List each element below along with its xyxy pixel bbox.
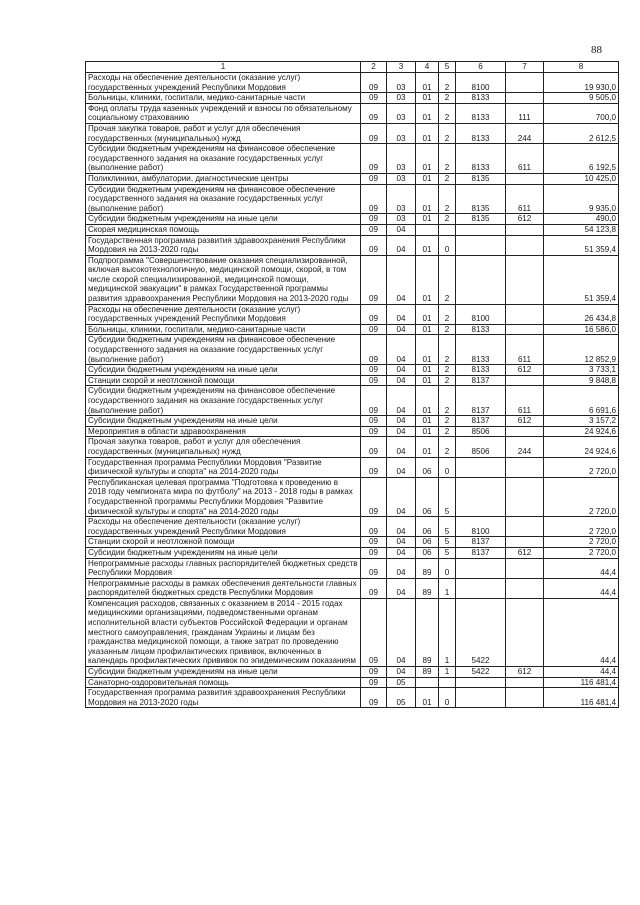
table-row xyxy=(86,578,619,598)
expense-name-cell: Субсидии бюджетным учреждениям на финансовое обеспечение государственного задания на оказание государственных услуг (выполнение работ) xyxy=(86,335,361,365)
expense-name-cell: Непрограммные расходы в рамках обеспечения деятельности главных распорядителей бюджетных средств Республики Мордовия xyxy=(86,578,361,598)
amount-cell: 6 691,6 xyxy=(544,386,619,416)
amount-cell: 116 481,4 xyxy=(544,688,619,708)
table-row xyxy=(86,335,619,365)
department-code-cell: 09 xyxy=(361,688,387,708)
expense-type-cell xyxy=(506,255,544,304)
table-row xyxy=(86,214,619,225)
target-article-cell: 8506 xyxy=(456,437,506,457)
table-row xyxy=(86,103,619,123)
expense-name-cell: Подпрограмма "Совершенствование оказания специализированной, включая высокотехнологичную, медицинской помощи, скорой, в том числе скорой специализированной, медицинской помощи, медицинской эвакуации" в рамках Государственной программы развития здравоохранения Республики Мордовия на 2013-2020 годы xyxy=(86,255,361,304)
section-code-cell: 04 xyxy=(387,547,416,558)
expense-type-cell: 612 xyxy=(506,214,544,225)
table-row xyxy=(86,457,619,477)
subprogram-code-cell: 0 xyxy=(439,235,456,255)
section-code-cell: 03 xyxy=(387,103,416,123)
table-row xyxy=(86,123,619,143)
section-code-cell: 03 xyxy=(387,184,416,214)
amount-cell: 44,4 xyxy=(544,667,619,678)
target-article-cell: 8100 xyxy=(456,73,506,93)
subprogram-code-cell: 2 xyxy=(439,93,456,104)
subprogram-code-cell: 1 xyxy=(439,667,456,678)
expense-name-cell: Расходы на обеспечение деятельности (оказание услуг) государственных учреждений Республики Мордовия xyxy=(86,73,361,93)
expense-name-cell: Станции скорой и неотложной помощи xyxy=(86,537,361,548)
subprogram-code-cell: 2 xyxy=(439,173,456,184)
department-code-cell: 09 xyxy=(361,437,387,457)
subprogram-code-cell: 5 xyxy=(439,477,456,516)
target-article-cell: 8135 xyxy=(456,173,506,184)
program-code-cell: 01 xyxy=(416,144,439,174)
subprogram-code-cell: 2 xyxy=(439,304,456,324)
expense-type-cell: 611 xyxy=(506,184,544,214)
expense-type-cell xyxy=(506,73,544,93)
subprogram-code-cell: 1 xyxy=(439,598,456,666)
section-code-cell: 04 xyxy=(387,235,416,255)
subprogram-code-cell: 2 xyxy=(439,144,456,174)
expense-type-cell: 244 xyxy=(506,437,544,457)
expense-type-cell xyxy=(506,598,544,666)
section-code-cell: 03 xyxy=(387,123,416,143)
expense-type-cell xyxy=(506,578,544,598)
expense-type-cell xyxy=(506,426,544,437)
target-article-cell xyxy=(456,558,506,578)
amount-cell: 44,4 xyxy=(544,598,619,666)
subprogram-code-cell: 2 xyxy=(439,416,456,427)
table-row xyxy=(86,537,619,548)
expense-type-cell: 612 xyxy=(506,667,544,678)
target-article-cell: 8135 xyxy=(456,184,506,214)
table-row xyxy=(86,235,619,255)
subprogram-code-cell: 2 xyxy=(439,335,456,365)
target-article-cell: 8133 xyxy=(456,103,506,123)
expense-type-cell xyxy=(506,324,544,335)
subprogram-code-cell: 2 xyxy=(439,324,456,335)
program-code-cell: 01 xyxy=(416,416,439,427)
amount-cell: 51 359,4 xyxy=(544,235,619,255)
amount-cell: 3 157,2 xyxy=(544,416,619,427)
subprogram-code-cell: 0 xyxy=(439,457,456,477)
target-article-cell xyxy=(456,457,506,477)
header-cell: 7 xyxy=(506,62,544,73)
expense-name-cell: Станции скорой и неотложной помощи xyxy=(86,375,361,386)
expense-type-cell xyxy=(506,93,544,104)
expense-name-cell: Фонд оплаты труда казенных учреждений и взносы по обязательному социальному страхованию xyxy=(86,103,361,123)
table-row xyxy=(86,365,619,376)
expense-name-cell: Субсидии бюджетным учреждениям на иные цели xyxy=(86,214,361,225)
program-code-cell: 01 xyxy=(416,214,439,225)
department-code-cell: 09 xyxy=(361,386,387,416)
section-code-cell: 03 xyxy=(387,173,416,184)
table-row xyxy=(86,324,619,335)
program-code-cell: 01 xyxy=(416,255,439,304)
department-code-cell: 09 xyxy=(361,255,387,304)
amount-cell: 2 720,0 xyxy=(544,477,619,516)
table-row xyxy=(86,386,619,416)
target-article-cell: 8137 xyxy=(456,416,506,427)
table-row xyxy=(86,304,619,324)
amount-cell: 9 505,0 xyxy=(544,93,619,104)
expense-name-cell: Субсидии бюджетным учреждениям на иные цели xyxy=(86,667,361,678)
table-row xyxy=(86,667,619,678)
section-code-cell: 05 xyxy=(387,677,416,688)
amount-cell: 490,0 xyxy=(544,214,619,225)
table-row xyxy=(86,375,619,386)
department-code-cell: 09 xyxy=(361,224,387,235)
section-code-cell: 04 xyxy=(387,304,416,324)
target-article-cell xyxy=(456,677,506,688)
section-code-cell: 04 xyxy=(387,437,416,457)
table-row xyxy=(86,477,619,516)
section-code-cell: 04 xyxy=(387,457,416,477)
table-row xyxy=(86,547,619,558)
expense-type-cell xyxy=(506,375,544,386)
department-code-cell: 09 xyxy=(361,235,387,255)
expense-type-cell: 611 xyxy=(506,144,544,174)
subprogram-code-cell: 2 xyxy=(439,123,456,143)
expense-type-cell xyxy=(506,304,544,324)
department-code-cell: 09 xyxy=(361,184,387,214)
subprogram-code-cell: 2 xyxy=(439,375,456,386)
expense-name-cell: Мероприятия в области здравоохранения xyxy=(86,426,361,437)
table-row xyxy=(86,224,619,235)
expense-type-cell xyxy=(506,558,544,578)
program-code-cell: 06 xyxy=(416,517,439,537)
amount-cell: 24 924,6 xyxy=(544,426,619,437)
expense-name-cell: Прочая закупка товаров, работ и услуг для обеспечения государственных (муниципальных) нужд xyxy=(86,123,361,143)
section-code-cell: 05 xyxy=(387,688,416,708)
program-code-cell: 89 xyxy=(416,578,439,598)
section-code-cell: 03 xyxy=(387,93,416,104)
expense-name-cell: Государственная программа Республики Мордовия "Развитие физической культуры и спорта" на 2014-2020 годы xyxy=(86,457,361,477)
target-article-cell: 5422 xyxy=(456,598,506,666)
subprogram-code-cell: 0 xyxy=(439,558,456,578)
table-row xyxy=(86,93,619,104)
table-row xyxy=(86,184,619,214)
department-code-cell: 09 xyxy=(361,103,387,123)
amount-cell: 12 852,9 xyxy=(544,335,619,365)
expense-name-cell: Республиканская целевая программа "Подготовка к проведению в 2018 году чемпионата мира по футболу" на 2013 - 2018 годы в рамках Государственной программы Республики Мордовия "Развитие физической культуры и спорта" на 2014-2020 годы xyxy=(86,477,361,516)
target-article-cell xyxy=(456,255,506,304)
table-row xyxy=(86,173,619,184)
subprogram-code-cell: 2 xyxy=(439,214,456,225)
target-article-cell: 8133 xyxy=(456,123,506,143)
department-code-cell: 09 xyxy=(361,123,387,143)
section-code-cell: 04 xyxy=(387,324,416,335)
expense-type-cell xyxy=(506,477,544,516)
program-code-cell: 06 xyxy=(416,477,439,516)
table-row xyxy=(86,598,619,666)
amount-cell: 116 481,4 xyxy=(544,677,619,688)
expense-type-cell: 612 xyxy=(506,547,544,558)
program-code-cell: 01 xyxy=(416,123,439,143)
subprogram-code-cell: 5 xyxy=(439,517,456,537)
program-code-cell: 06 xyxy=(416,457,439,477)
department-code-cell: 09 xyxy=(361,214,387,225)
header-cell: 6 xyxy=(456,62,506,73)
amount-cell: 2 720,0 xyxy=(544,517,619,537)
program-code-cell: 01 xyxy=(416,426,439,437)
section-code-cell: 04 xyxy=(387,386,416,416)
program-code-cell: 01 xyxy=(416,688,439,708)
department-code-cell: 09 xyxy=(361,416,387,427)
department-code-cell: 09 xyxy=(361,517,387,537)
table-row xyxy=(86,416,619,427)
department-code-cell: 09 xyxy=(361,547,387,558)
target-article-cell: 8133 xyxy=(456,144,506,174)
department-code-cell: 09 xyxy=(361,598,387,666)
expense-name-cell: Субсидии бюджетным учреждениям на финансовое обеспечение государственного задания на оказание государственных услуг (выполнение работ) xyxy=(86,144,361,174)
expense-name-cell: Субсидии бюджетным учреждениям на финансовое обеспечение государственного задания на оказание государственных услуг (выполнение работ) xyxy=(86,386,361,416)
department-code-cell: 09 xyxy=(361,457,387,477)
expense-type-cell xyxy=(506,224,544,235)
target-article-cell: 8506 xyxy=(456,426,506,437)
department-code-cell: 09 xyxy=(361,477,387,516)
page-number: 88 xyxy=(591,44,602,56)
section-code-cell: 04 xyxy=(387,416,416,427)
subprogram-code-cell: 2 xyxy=(439,184,456,214)
amount-cell: 44,4 xyxy=(544,558,619,578)
table-row xyxy=(86,73,619,93)
amount-cell: 2 720,0 xyxy=(544,547,619,558)
program-code-cell: 89 xyxy=(416,667,439,678)
expense-name-cell: Больницы, клиники, госпитали, медико-санитарные части xyxy=(86,324,361,335)
program-code-cell: 01 xyxy=(416,375,439,386)
program-code-cell xyxy=(416,224,439,235)
expense-type-cell xyxy=(506,537,544,548)
expense-name-cell: Субсидии бюджетным учреждениям на иные цели xyxy=(86,365,361,376)
target-article-cell: 8135 xyxy=(456,214,506,225)
department-code-cell: 09 xyxy=(361,537,387,548)
subprogram-code-cell: 0 xyxy=(439,688,456,708)
expense-name-cell: Государственная программа развития здравоохранения Республики Мордовия на 2013-2020 годы xyxy=(86,688,361,708)
amount-cell: 3 733,1 xyxy=(544,365,619,376)
target-article-cell xyxy=(456,578,506,598)
subprogram-code-cell: 2 xyxy=(439,255,456,304)
amount-cell: 16 586,0 xyxy=(544,324,619,335)
expense-name-cell: Непрограммные расходы главных распорядителей бюджетных средств Республики Мордовия xyxy=(86,558,361,578)
department-code-cell: 09 xyxy=(361,93,387,104)
expense-type-cell: 612 xyxy=(506,365,544,376)
table-header-row xyxy=(86,62,619,73)
table-row xyxy=(86,144,619,174)
amount-cell: 700,0 xyxy=(544,103,619,123)
target-article-cell: 8133 xyxy=(456,93,506,104)
program-code-cell: 06 xyxy=(416,537,439,548)
section-code-cell: 04 xyxy=(387,375,416,386)
expense-name-cell: Поликлиники, амбулатории, диагностические центры xyxy=(86,173,361,184)
target-article-cell: 8137 xyxy=(456,537,506,548)
department-code-cell: 09 xyxy=(361,304,387,324)
target-article-cell xyxy=(456,688,506,708)
header-cell: 3 xyxy=(387,62,416,73)
section-code-cell: 04 xyxy=(387,667,416,678)
program-code-cell: 01 xyxy=(416,235,439,255)
table-row xyxy=(86,677,619,688)
program-code-cell: 01 xyxy=(416,437,439,457)
header-cell: 2 xyxy=(361,62,387,73)
target-article-cell: 8100 xyxy=(456,517,506,537)
amount-cell: 2 720,0 xyxy=(544,457,619,477)
department-code-cell: 09 xyxy=(361,144,387,174)
department-code-cell: 09 xyxy=(361,335,387,365)
amount-cell: 54 123,8 xyxy=(544,224,619,235)
table-row xyxy=(86,426,619,437)
target-article-cell: 8100 xyxy=(456,304,506,324)
subprogram-code-cell: 2 xyxy=(439,426,456,437)
subprogram-code-cell xyxy=(439,677,456,688)
section-code-cell: 04 xyxy=(387,578,416,598)
program-code-cell: 01 xyxy=(416,93,439,104)
amount-cell: 26 434,8 xyxy=(544,304,619,324)
amount-cell: 19 930,0 xyxy=(544,73,619,93)
expense-type-cell: 611 xyxy=(506,335,544,365)
program-code-cell: 01 xyxy=(416,184,439,214)
section-code-cell: 03 xyxy=(387,73,416,93)
expense-name-cell: Прочая закупка товаров, работ и услуг для обеспечения государственных (муниципальных) нужд xyxy=(86,437,361,457)
amount-cell: 9 935,0 xyxy=(544,184,619,214)
expense-type-cell xyxy=(506,677,544,688)
header-cell: 4 xyxy=(416,62,439,73)
amount-cell: 2 720,0 xyxy=(544,537,619,548)
subprogram-code-cell: 2 xyxy=(439,386,456,416)
section-code-cell: 04 xyxy=(387,558,416,578)
expense-name-cell: Субсидии бюджетным учреждениям на иные цели xyxy=(86,547,361,558)
target-article-cell: 8133 xyxy=(456,335,506,365)
program-code-cell: 01 xyxy=(416,335,439,365)
department-code-cell: 09 xyxy=(361,578,387,598)
program-code-cell: 01 xyxy=(416,386,439,416)
section-code-cell: 03 xyxy=(387,214,416,225)
program-code-cell: 01 xyxy=(416,304,439,324)
table-row xyxy=(86,688,619,708)
program-code-cell: 89 xyxy=(416,598,439,666)
section-code-cell: 04 xyxy=(387,598,416,666)
expense-name-cell: Санаторно-оздоровительная помощь xyxy=(86,677,361,688)
target-article-cell: 8137 xyxy=(456,547,506,558)
table-row xyxy=(86,558,619,578)
target-article-cell: 8133 xyxy=(456,365,506,376)
target-article-cell xyxy=(456,477,506,516)
header-cell: 8 xyxy=(544,62,619,73)
expense-name-cell: Компенсация расходов, связанных с оказанием в 2014 - 2015 годах медицинскими организациями, подведомственными органам исполнительной власти субъектов Российской Федерации и органам местного самоуправления, гражданам Украины и лицам без гражданства медицинской помощи, а также затрат по проведению указанным лицам профилактических прививок, включенных в календарь профилактических прививок по эпидемическим показаниям xyxy=(86,598,361,666)
amount-cell: 24 924,6 xyxy=(544,437,619,457)
amount-cell: 10 425,0 xyxy=(544,173,619,184)
table-row xyxy=(86,517,619,537)
section-code-cell: 04 xyxy=(387,365,416,376)
department-code-cell: 09 xyxy=(361,73,387,93)
department-code-cell: 09 xyxy=(361,558,387,578)
section-code-cell: 04 xyxy=(387,426,416,437)
subprogram-code-cell xyxy=(439,224,456,235)
header-cell: 1 xyxy=(86,62,361,73)
section-code-cell: 04 xyxy=(387,537,416,548)
program-code-cell: 01 xyxy=(416,324,439,335)
section-code-cell: 04 xyxy=(387,477,416,516)
expense-type-cell xyxy=(506,517,544,537)
amount-cell: 44,4 xyxy=(544,578,619,598)
department-code-cell: 09 xyxy=(361,365,387,376)
target-article-cell: 5422 xyxy=(456,667,506,678)
subprogram-code-cell: 2 xyxy=(439,103,456,123)
section-code-cell: 03 xyxy=(387,144,416,174)
expense-name-cell: Расходы на обеспечение деятельности (оказание услуг) государственных учреждений Республики Мордовия xyxy=(86,517,361,537)
target-article-cell: 8137 xyxy=(456,386,506,416)
program-code-cell: 06 xyxy=(416,547,439,558)
expense-type-cell xyxy=(506,688,544,708)
table-row xyxy=(86,255,619,304)
department-code-cell: 09 xyxy=(361,677,387,688)
target-article-cell: 8137 xyxy=(456,375,506,386)
section-code-cell: 04 xyxy=(387,255,416,304)
department-code-cell: 09 xyxy=(361,324,387,335)
section-code-cell: 04 xyxy=(387,224,416,235)
expense-type-cell: 244 xyxy=(506,123,544,143)
program-code-cell: 01 xyxy=(416,173,439,184)
budget-table xyxy=(85,61,619,708)
expense-name-cell: Скорая медицинская помощь xyxy=(86,224,361,235)
target-article-cell: 8133 xyxy=(456,324,506,335)
program-code-cell: 01 xyxy=(416,103,439,123)
department-code-cell: 09 xyxy=(361,375,387,386)
program-code-cell: 89 xyxy=(416,558,439,578)
expense-type-cell: 612 xyxy=(506,416,544,427)
amount-cell: 51 359,4 xyxy=(544,255,619,304)
target-article-cell xyxy=(456,235,506,255)
expense-name-cell: Государственная программа развития здравоохранения Республики Мордовия на 2013-2020 годы xyxy=(86,235,361,255)
expense-type-cell xyxy=(506,457,544,477)
subprogram-code-cell: 5 xyxy=(439,547,456,558)
department-code-cell: 09 xyxy=(361,667,387,678)
expense-type-cell xyxy=(506,173,544,184)
expense-type-cell: 611 xyxy=(506,386,544,416)
expense-name-cell: Субсидии бюджетным учреждениям на финансовое обеспечение государственного задания на оказание государственных услуг (выполнение работ) xyxy=(86,184,361,214)
program-code-cell: 01 xyxy=(416,73,439,93)
header-cell: 5 xyxy=(439,62,456,73)
target-article-cell xyxy=(456,224,506,235)
amount-cell: 2 612,5 xyxy=(544,123,619,143)
subprogram-code-cell: 2 xyxy=(439,365,456,376)
expense-name-cell: Субсидии бюджетным учреждениям на иные цели xyxy=(86,416,361,427)
subprogram-code-cell: 2 xyxy=(439,437,456,457)
amount-cell: 9 848,8 xyxy=(544,375,619,386)
program-code-cell xyxy=(416,677,439,688)
program-code-cell: 01 xyxy=(416,365,439,376)
expense-name-cell: Расходы на обеспечение деятельности (оказание услуг) государственных учреждений Республики Мордовия xyxy=(86,304,361,324)
section-code-cell: 04 xyxy=(387,335,416,365)
section-code-cell: 04 xyxy=(387,517,416,537)
expense-name-cell: Больницы, клиники, госпитали, медико-санитарные части xyxy=(86,93,361,104)
department-code-cell: 09 xyxy=(361,426,387,437)
department-code-cell: 09 xyxy=(361,173,387,184)
expense-type-cell: 111 xyxy=(506,103,544,123)
expense-type-cell xyxy=(506,235,544,255)
subprogram-code-cell: 2 xyxy=(439,73,456,93)
subprogram-code-cell: 5 xyxy=(439,537,456,548)
amount-cell: 6 192,5 xyxy=(544,144,619,174)
table-row xyxy=(86,437,619,457)
subprogram-code-cell: 1 xyxy=(439,578,456,598)
